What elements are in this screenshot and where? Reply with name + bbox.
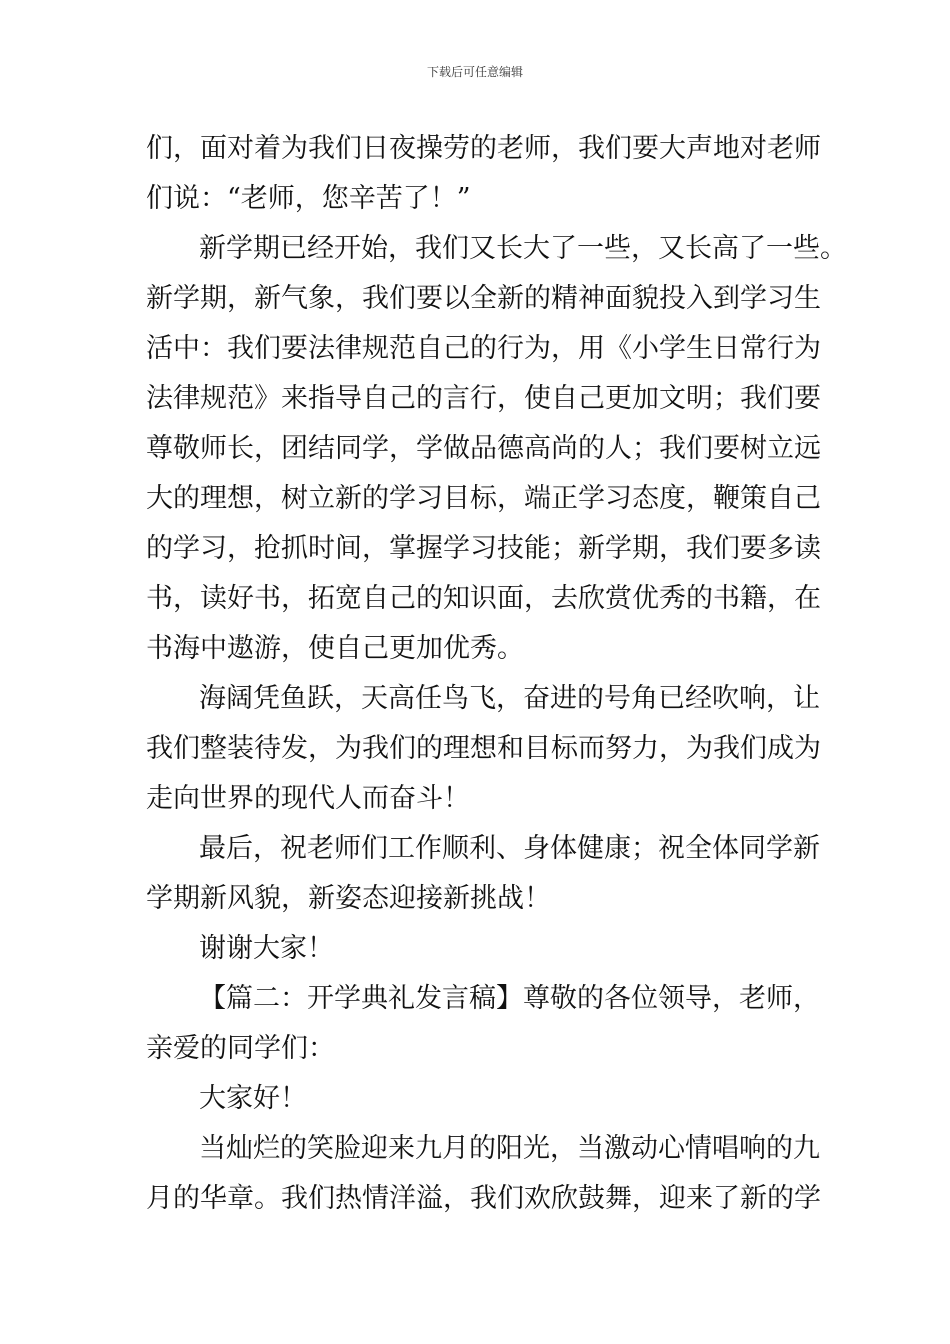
text-line: 当灿烂的笑脸迎来九月的阳光，当激动心情唱响的九 [199, 1133, 820, 1164]
text-line: 大家好！ [199, 1083, 307, 1114]
text-line: 月的华章。我们热情洋溢，我们欢欣鼓舞，迎来了新的学 [146, 1183, 821, 1214]
text-line: 亲爱的同学们： [146, 1033, 335, 1064]
text-line: 活中：我们要法律规范自己的行为，用《小学生日常行为 [146, 333, 821, 364]
text-line: 走向世界的现代人而奋斗！ [146, 783, 470, 814]
text-line: 们，面对着为我们日夜操劳的老师，我们要大声地对老师 [146, 133, 821, 164]
text-line: 新学期已经开始，我们又长大了一些，又长高了一些。 [199, 233, 847, 264]
text-line: 新学期，新气象，我们要以全新的精神面貌投入到学习生 [146, 283, 821, 314]
text-line: 我们整装待发，为我们的理想和目标而努力，为我们成为 [146, 733, 821, 764]
text-line: 【篇二：开学典礼发言稿】尊敬的各位领导，老师， [199, 983, 820, 1014]
text-line: 尊敬师长，团结同学，学做品德高尚的人；我们要树立远 [146, 433, 821, 464]
text-line: 大的理想，树立新的学习目标，端正学习态度，鞭策自己 [146, 483, 821, 514]
text-line: 海阔凭鱼跃，天高任鸟飞，奋进的号角已经吹响，让 [199, 683, 820, 714]
text-line: 书，读好书，拓宽自己的知识面，去欣赏优秀的书籍，在 [146, 583, 821, 614]
text-line: 最后，祝老师们工作顺利、身体健康；祝全体同学新 [199, 833, 820, 864]
text-line: 谢谢大家！ [199, 933, 334, 964]
text-line: 的学习，抢抓时间，掌握学习技能；新学期，我们要多读 [146, 533, 821, 564]
text-line: 们说：“老师，您辛苦了！” [146, 183, 471, 214]
page-header: 下载后可任意编辑 [426, 65, 523, 79]
text-line: 学期新风貌，新姿态迎接新挑战！ [146, 883, 551, 914]
text-line: 书海中遨游，使自己更加优秀。 [146, 633, 524, 664]
text-line: 法律规范》来指导自己的言行，使自己更加文明；我们要 [146, 383, 821, 414]
